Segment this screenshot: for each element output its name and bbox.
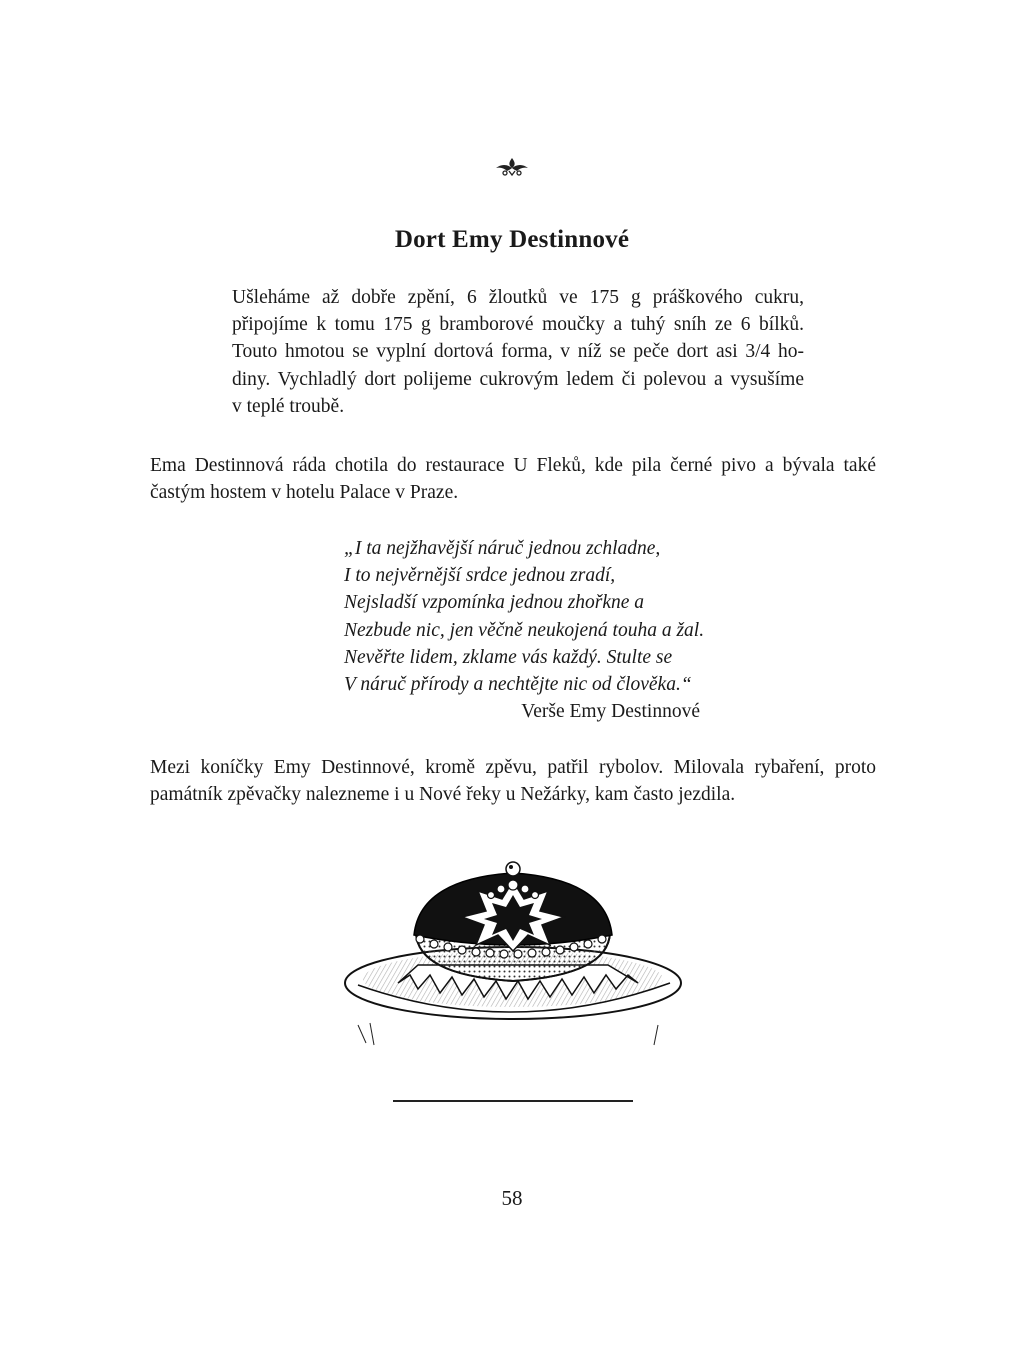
poem-line: Nejsladší vzpomínka jednou zhořkne a — [344, 592, 645, 614]
paragraph-line: Mezi koníčky Emy Destinnové, kromě zpěvu, patřil rybolov. Milovala rybaření, proto — [150, 757, 876, 778]
fleuron-ornament-icon — [493, 156, 531, 178]
paragraph-fishing — [150, 754, 876, 808]
section-divider — [393, 1100, 633, 1102]
page-number: 58 — [501, 1186, 523, 1210]
recipe-line: diny. Vychladlý dort polijeme cukrovým ledem či polevou a vysušíme — [232, 368, 804, 390]
poem-attribution: Verše Emy Destinnové — [521, 701, 700, 722]
recipe-text — [232, 284, 804, 420]
recipe-line: v teplé troubě. — [232, 395, 345, 417]
poem-line: I to nejvěrnější srdce jednou zradí, — [344, 565, 616, 587]
cake-illustration — [338, 855, 688, 1055]
paragraph-line: častým hostem v hotelu Palace v Praze. — [150, 482, 459, 504]
recipe-title: Dort Emy Destinnové — [394, 226, 630, 253]
poem-line: Nezbude nic, jen věčně neukojená touha a žal. — [344, 619, 705, 641]
recipe-line: Touto hmotou se vyplní dortová forma, v níž se peče dort asi 3/4 ho- — [232, 341, 804, 363]
recipe-line: Ušleháme až dobře zpění, 6 žloutků ve 175 g práškového cukru, — [232, 287, 804, 308]
paragraph-line: památník zpěvačky nalezneme i u Nové řeky u Nežárky, kam často jezdila. — [150, 784, 736, 806]
poem-quote — [344, 535, 704, 698]
recipe-line: připojíme k tomu 175 g bramborové moučky a tuhý sníh ze 6 bílků. — [232, 314, 804, 336]
paragraph-restaurant — [150, 452, 876, 506]
poem-line: „I ta nejžhavější náruč jednou zchladne, — [344, 538, 661, 559]
poem-line: V náruč přírody a nechtějte nic od člověka.“ — [344, 674, 692, 696]
poem-line: Nevěřte lidem, zklame vás každý. Stulte se — [344, 646, 673, 668]
paragraph-line: Ema Destinnová ráda chotila do restaurace U Fleků, kde pila černé pivo a bývala také — [150, 455, 876, 476]
